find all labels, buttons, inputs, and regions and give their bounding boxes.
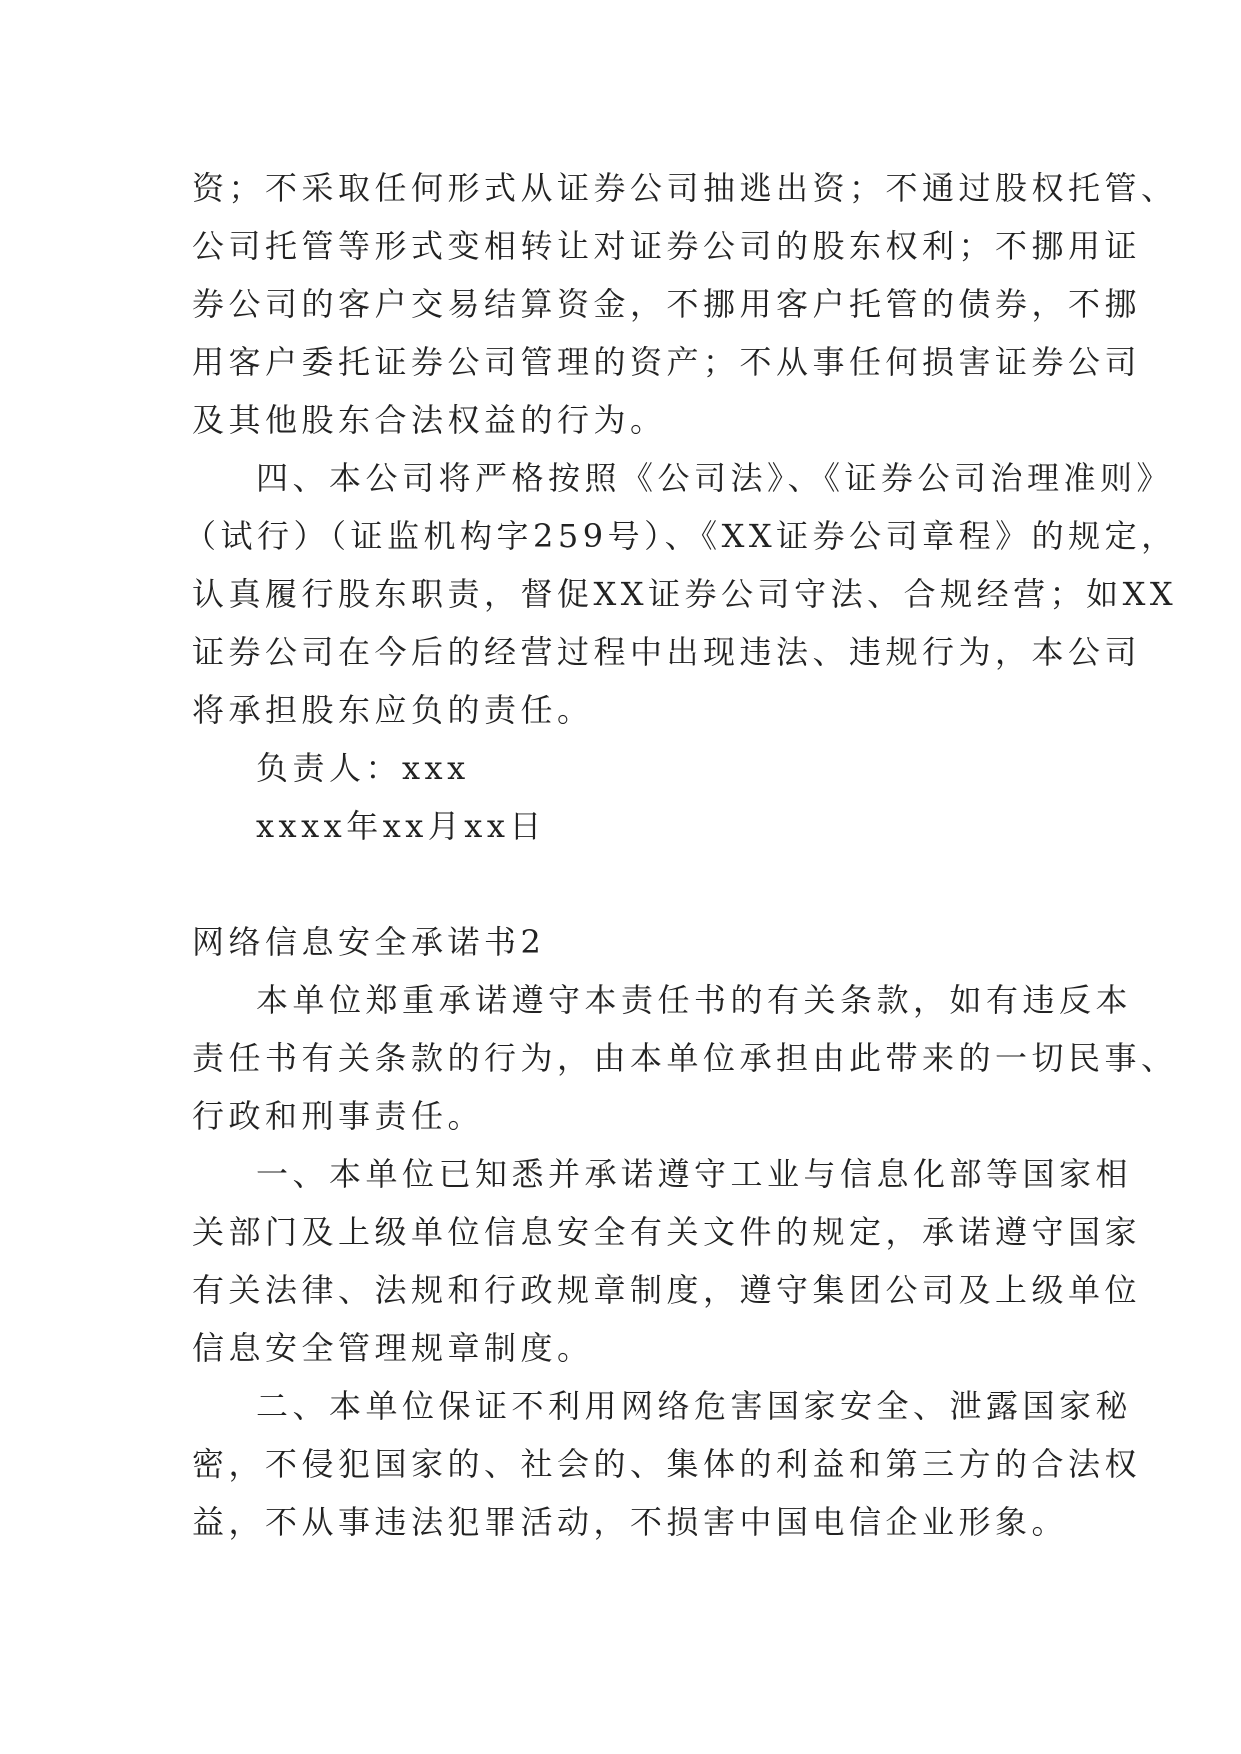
body-text-line: 行政和刑事责任。 (192, 1097, 485, 1135)
paragraph-start-line: 一、本单位已知悉并承诺遵守工业与信息化部等国家相 (256, 1155, 1133, 1193)
body-text-line: 资；不采取任何形式从证券公司抽逃出资；不通过股权托管、 (192, 169, 1178, 207)
body-text-line: 责任书有关条款的行为，由本单位承担由此带来的一切民事、 (192, 1039, 1178, 1077)
signatory-line: 负责人：xxx (256, 749, 470, 787)
paragraph-start-line: 本单位郑重承诺遵守本责任书的有关条款，如有违反本 (256, 981, 1133, 1019)
paragraph-start-line: 四、本公司将严格按照《公司法》、《证券公司治理准则》 (256, 459, 1174, 497)
body-text-line: 公司托管等形式变相转让对证券公司的股东权利；不挪用证 (192, 227, 1142, 265)
body-text-line: 券公司的客户交易结算资金，不挪用客户托管的债券，不挪 (192, 285, 1142, 323)
body-text-line: 认真履行股东职责，督促XX证券公司守法、合规经营；如XX (192, 575, 1178, 613)
body-text-line: 密，不侵犯国家的、社会的、集体的利益和第三方的合法权 (192, 1445, 1142, 1483)
body-text-line: 信息安全管理规章制度。 (192, 1329, 594, 1367)
body-text-line: 关部门及上级单位信息安全有关文件的规定，承诺遵守国家 (192, 1213, 1142, 1251)
body-text-line: （试行）（证监机构字259号）、《XX证券公司章程》的规定， (184, 517, 1178, 555)
body-text-line: 证券公司在今后的经营过程中出现违法、违规行为，本公司 (192, 633, 1142, 671)
body-text-line: 及其他股东合法权益的行为。 (192, 401, 667, 439)
paragraph-start-line: 二、本单位保证不利用网络危害国家安全、泄露国家秘 (256, 1387, 1133, 1425)
body-text-line: 用客户委托证券公司管理的资产；不从事任何损害证券公司 (192, 343, 1142, 381)
body-text-line: 益，不从事违法犯罪活动，不损害中国电信企业形象。 (192, 1503, 1069, 1541)
section-title: 网络信息安全承诺书2 (192, 923, 546, 961)
body-text-line: 将承担股东应负的责任。 (192, 691, 594, 729)
date-line: xxxx年xx月xx日 (256, 807, 546, 845)
body-text-line: 有关法律、法规和行政规章制度，遵守集团公司及上级单位 (192, 1271, 1142, 1309)
